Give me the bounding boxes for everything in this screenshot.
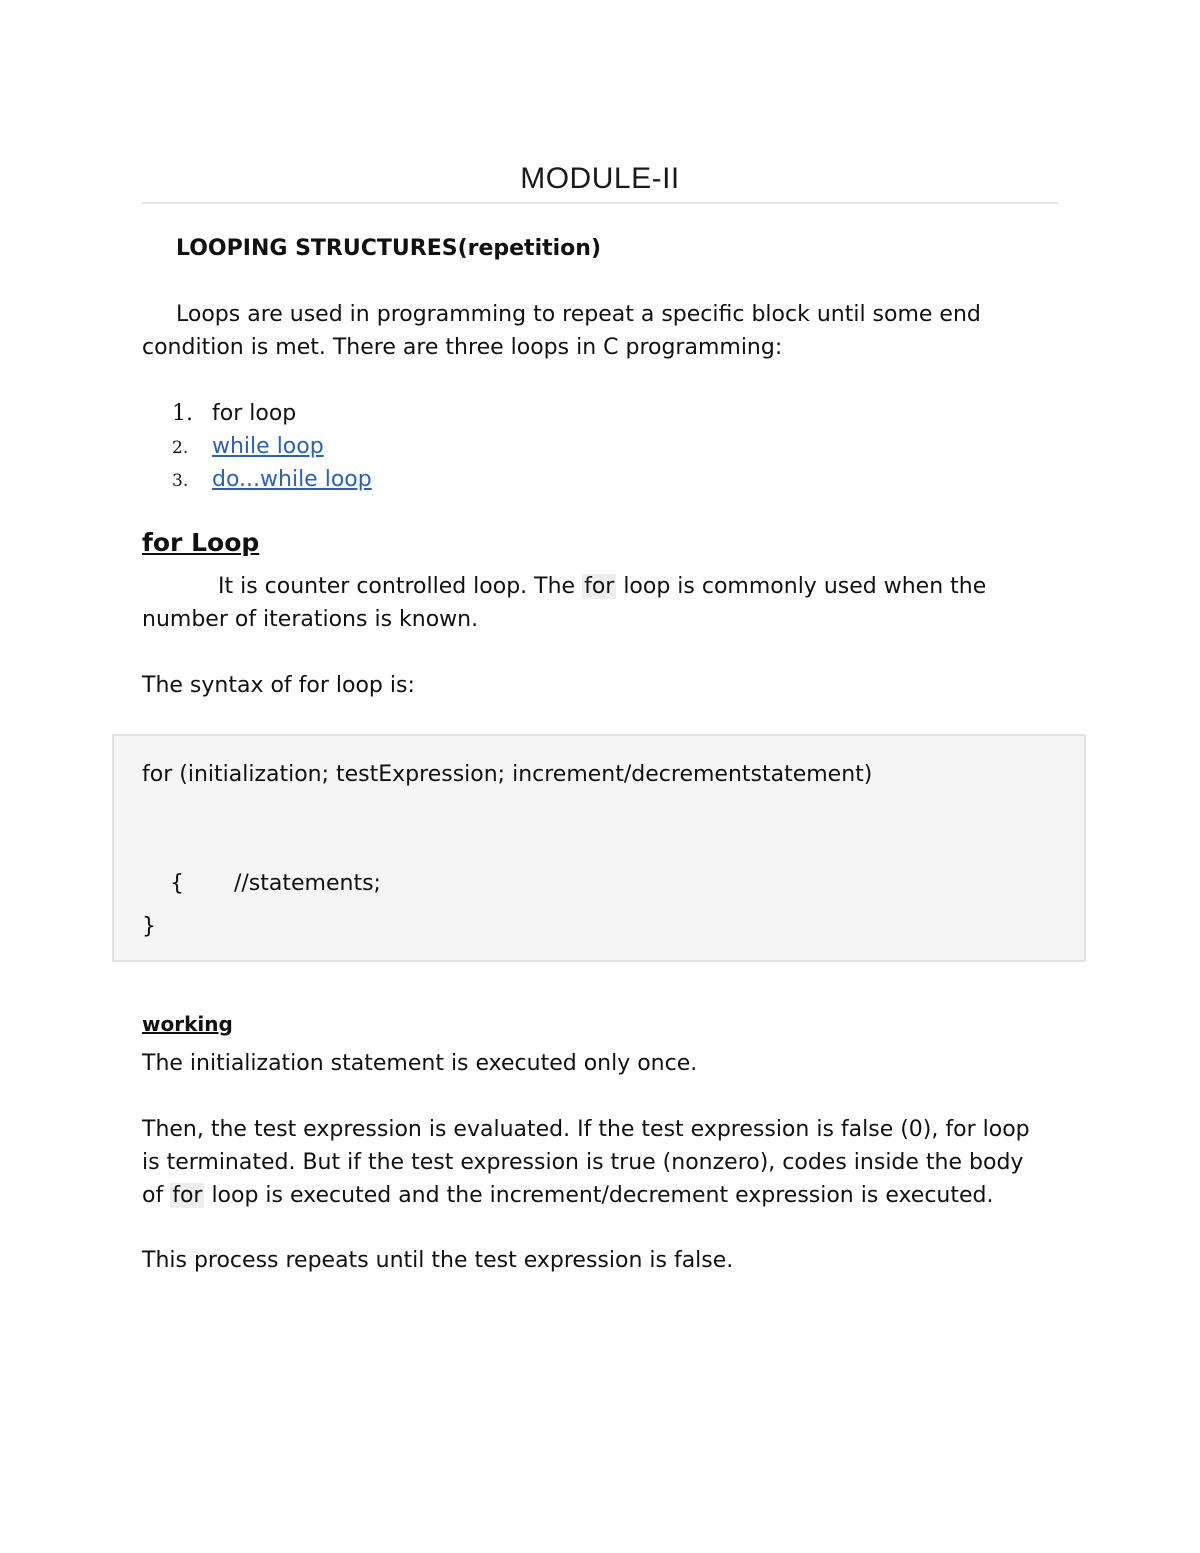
code-line-1: for (initialization; testExpression; increment/decrementstatement): [142, 762, 873, 787]
list-number: 1.: [172, 401, 193, 426]
code-line-2: [142, 834, 381, 933]
for-loop-description-line-1: [218, 570, 986, 603]
paragraph-text: loop is executed and the increment/decrement expression is executed.: [204, 1183, 994, 1208]
loop-types-list: [172, 397, 372, 496]
code-comment: //statements;: [233, 871, 381, 896]
syntax-intro: The syntax of for loop is:: [142, 673, 415, 698]
intro-text-line-2: condition is met. There are three loops in C programming:: [142, 335, 783, 360]
inline-code-for: for: [172, 1183, 203, 1208]
title-divider: [142, 202, 1058, 204]
paragraph-text: of: [142, 1183, 171, 1208]
working-paragraph-1: The initialization statement is executed only once.: [142, 1051, 698, 1076]
description-text: It is counter controlled loop. The: [218, 574, 583, 599]
list-item-for-loop: for loop: [212, 401, 297, 426]
intro-text-line-1: Loops are used in programming to repeat a specific block until some end: [176, 302, 981, 327]
list-item: [172, 463, 372, 496]
for-loop-description-line-2: number of iterations is known.: [142, 607, 479, 632]
code-open-brace: {: [169, 871, 184, 896]
page-title: MODULE-II: [520, 162, 680, 195]
list-number: 3.: [172, 471, 189, 491]
code-line-3: }: [142, 914, 156, 939]
list-item: [172, 430, 372, 463]
list-number: 2.: [172, 438, 189, 458]
for-loop-heading: for Loop: [142, 528, 260, 557]
working-heading: working: [142, 1012, 233, 1036]
do-while-loop-link[interactable]: do...while loop: [212, 467, 372, 492]
syntax-code-block: [112, 734, 1086, 962]
description-text: loop is commonly used when the: [616, 574, 987, 599]
while-loop-link[interactable]: while loop: [212, 434, 324, 459]
working-paragraph-2-line-1: Then, the test expression is evaluated. If the test expression is false (0), for loop: [142, 1117, 1030, 1142]
working-paragraph-3: This process repeats until the test expression is false.: [142, 1248, 734, 1273]
working-paragraph-2-line-3: [142, 1179, 994, 1212]
working-paragraph-2-line-2: is terminated. But if the test expression is true (nonzero), codes inside the body: [142, 1150, 1024, 1175]
list-item: [172, 397, 372, 430]
inline-code-for: for: [584, 574, 615, 599]
section-heading-looping: LOOPING STRUCTURES(repetition): [176, 236, 602, 261]
